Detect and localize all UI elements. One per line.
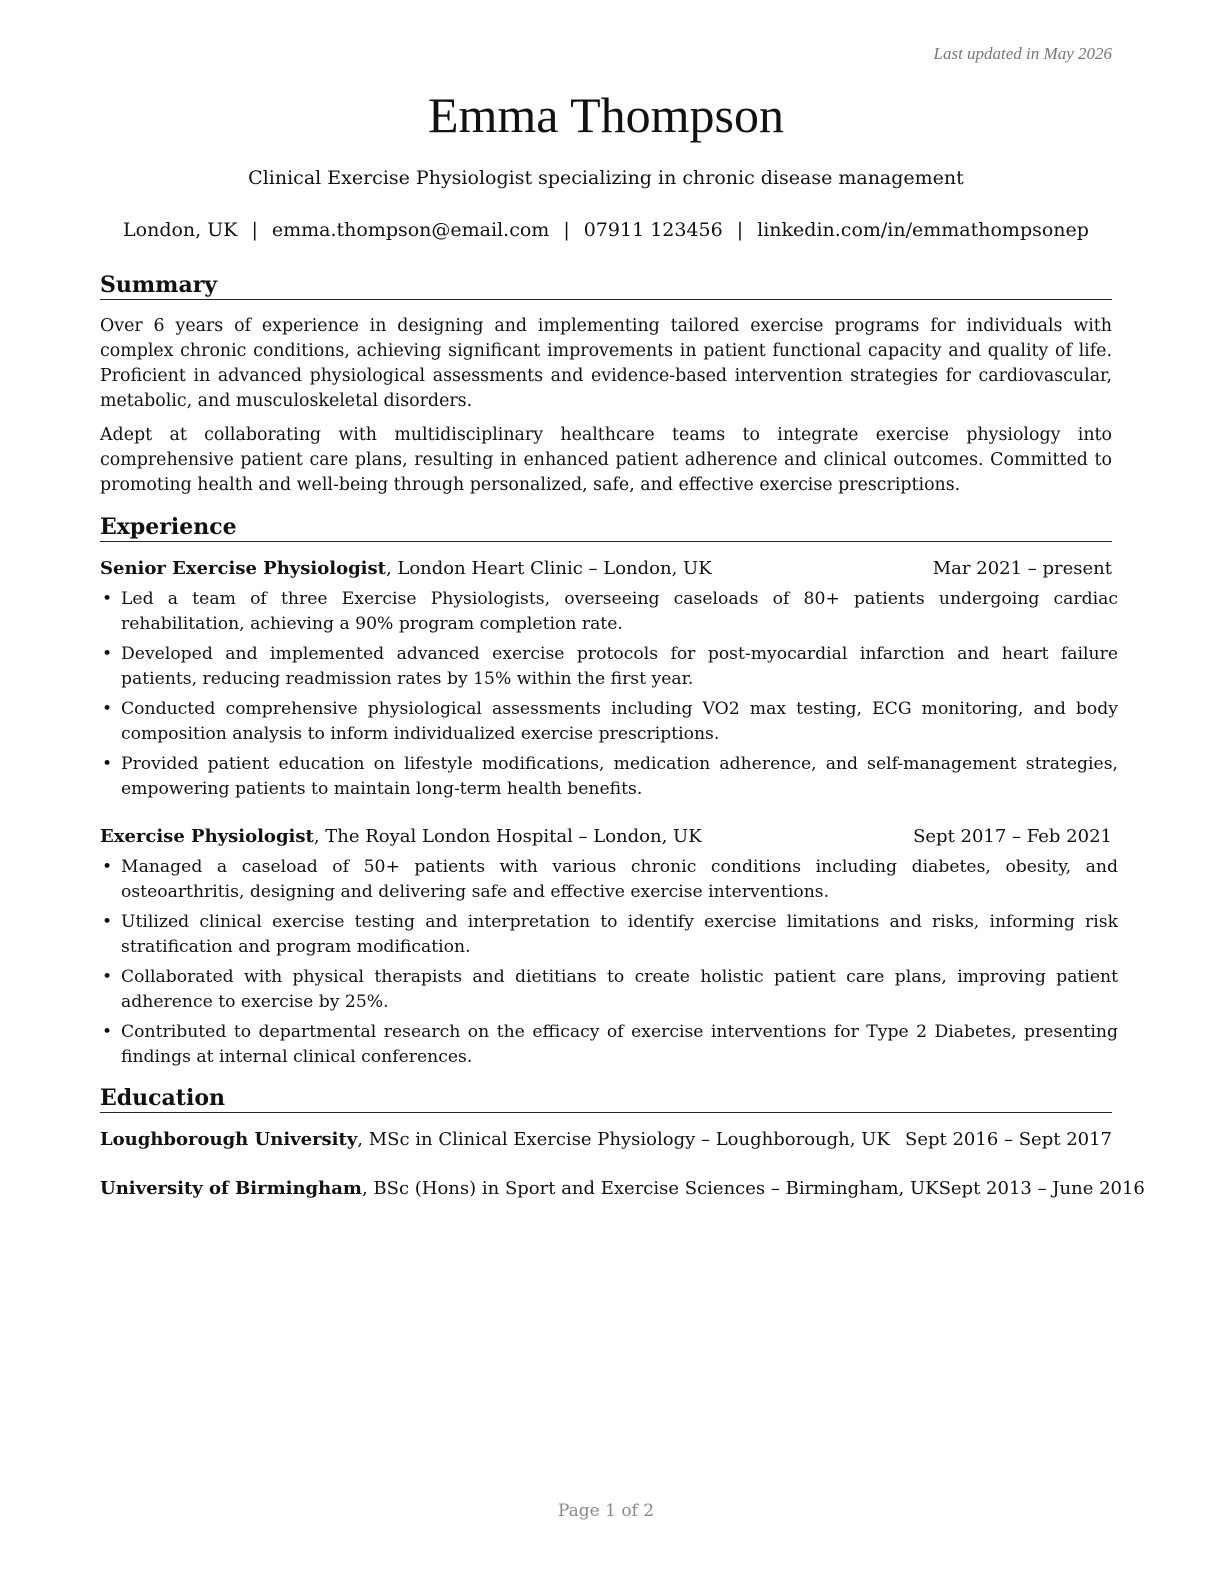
job-title-org	[100, 558, 712, 579]
education-entry-1	[100, 1129, 1112, 1150]
contact-email-link[interactable]: emma.thompson@email.com	[271, 219, 550, 241]
education-school: University of Birmingham	[100, 1178, 362, 1199]
resume-page	[100, 0, 1145, 1584]
list-item: • Developed and implemented advanced exercise protocols for post-myocardial infarction and heart failure patients, reducing readmission rates by 15% within the first year.	[100, 642, 1118, 692]
education-dates: Sept 2013 – June 2016	[938, 1178, 1145, 1199]
list-item: • Utilized clinical exercise testing and interpretation to identify exercise limitations and risks, informing risk stratification and program modification.	[100, 910, 1118, 960]
education-degree: , MSc in Clinical Exercise Physiology – Loughborough, UK	[357, 1129, 890, 1150]
job-bullets-1	[100, 587, 1118, 807]
summary-paragraph-1: Over 6 years of experience in designing and implementing tailored exercise programs for individuals with complex chronic conditions, achieving significant improvements in patient functional capacity and quality of life. Proficient in advanced physiological assessments and evidence-based intervention strategies for cardiovascular, metabolic, and musculoskeletal disorders.	[100, 316, 1112, 411]
list-item: • Managed a caseload of 50+ patients with various chronic conditions including diabetes, obesity, and osteoarthritis, designing and delivering safe and effective exercise interventions.	[100, 855, 1118, 905]
summary-paragraph-2: Adept at collaborating with multidisciplinary healthcare teams to integrate exercise physiology into comprehensive patient care plans, resulting in enhanced patient adherence and clinical outcomes. Committed to promoting health and well-being through personalized, safe, and effective exercise prescriptions.	[100, 425, 1112, 495]
job-header-2	[100, 826, 1112, 847]
contact-phone: 07911 123456	[583, 219, 723, 241]
job-dates: Sept 2017 – Feb 2021	[913, 826, 1112, 847]
list-item: • Collaborated with physical therapists and dietitians to create holistic patient care plans, improving patient adherence to exercise by 25%.	[100, 965, 1118, 1015]
job-header-1	[100, 558, 1112, 579]
education-entry-2	[100, 1178, 1145, 1199]
page-number: Page 1 of 2	[557, 1501, 655, 1521]
contact-separator: |	[563, 219, 570, 241]
job-title: Senior Exercise Physiologist	[100, 558, 386, 579]
list-item: • Contributed to departmental research on the efficacy of exercise interventions for Type 2 Diabetes, presenting findings at internal clinical conferences.	[100, 1020, 1118, 1070]
job-bullets-2	[100, 855, 1118, 1075]
contact-separator: |	[251, 219, 258, 241]
education-school-degree	[100, 1178, 939, 1199]
experience-heading: Experience	[100, 514, 1112, 542]
job-dates: Mar 2021 – present	[932, 558, 1112, 579]
job-title: Exercise Physiologist	[100, 826, 314, 847]
contact-linkedin-link[interactable]: linkedin.com/in/emmathompsonep	[757, 219, 1089, 241]
list-item: • Provided patient education on lifestyle modifications, medication adherence, and self-management strategies, empowering patients to maintain long-term health benefits.	[100, 752, 1118, 802]
education-dates: Sept 2016 – Sept 2017	[905, 1129, 1112, 1150]
candidate-tagline: Clinical Exercise Physiologist specializing in chronic disease management	[248, 167, 964, 189]
job-title-org	[100, 826, 702, 847]
summary-heading: Summary	[100, 272, 1112, 300]
contact-separator: |	[736, 219, 744, 241]
job-organization: , The Royal London Hospital – London, UK	[313, 826, 702, 847]
education-school-degree	[100, 1129, 890, 1150]
contact-line	[100, 219, 1112, 241]
contact-location: London, UK	[123, 219, 238, 241]
job-organization: , London Heart Clinic – London, UK	[385, 558, 712, 579]
list-item: • Conducted comprehensive physiological assessments including VO2 max testing, ECG monitoring, and body composition analysis to inform individualized exercise prescriptions.	[100, 697, 1118, 747]
last-updated-note: Last updated in May 2026	[933, 44, 1112, 63]
list-item: • Led a team of three Exercise Physiologists, overseeing caseloads of 80+ patients undergoing cardiac rehabilitation, achieving a 90% program completion rate.	[100, 587, 1118, 637]
education-degree: , BSc (Hons) in Sport and Exercise Sciences – Birmingham, UK	[361, 1178, 939, 1199]
education-school: Loughborough University	[100, 1129, 358, 1150]
candidate-name: Emma Thompson	[427, 87, 784, 143]
education-heading: Education	[100, 1085, 1112, 1113]
